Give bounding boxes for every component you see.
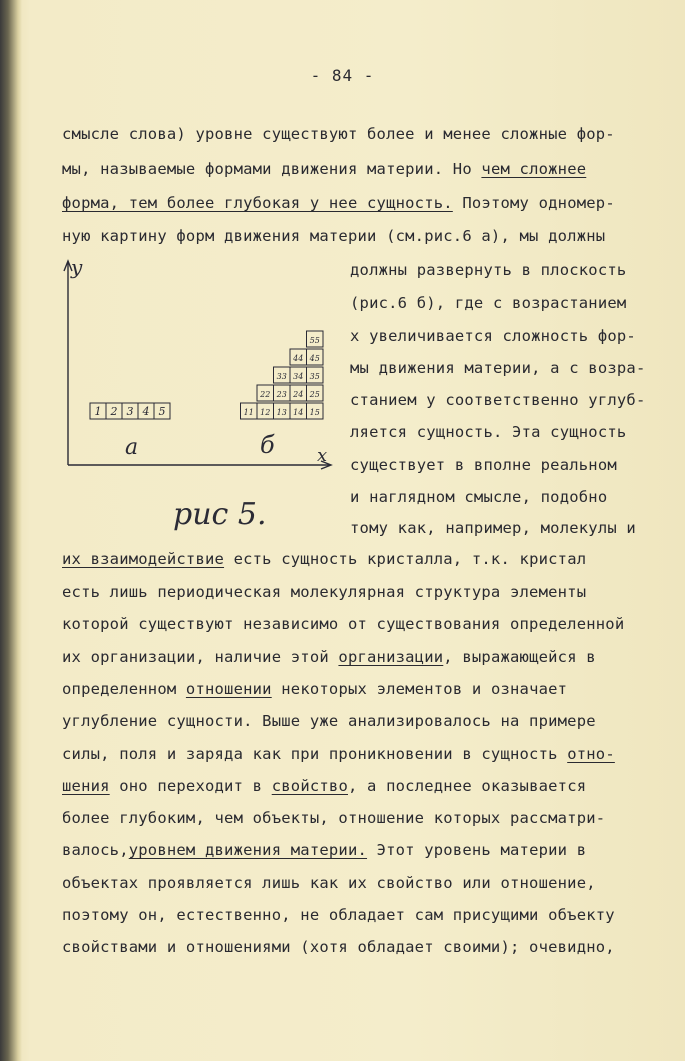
text-line-21d: , а последнее оказывается — [347, 777, 587, 795]
text-line-15: есть лишь периодическая молекулярная структура элементы — [62, 583, 587, 601]
staircase-cell-label: 35 — [309, 372, 320, 381]
staircase-cell-label: 55 — [309, 336, 320, 345]
page-edge — [0, 0, 22, 1061]
text-line-22: более глубоким, чем объекты, отношение которых рассматри- — [62, 809, 606, 827]
text-line-5: должны развернуть в плоскость — [350, 261, 627, 279]
text-line-14 — [62, 549, 586, 569]
text-line-17 — [62, 647, 596, 667]
underlined-word: организации — [338, 648, 444, 666]
text-line-2 — [62, 159, 586, 179]
row-a-boxes — [90, 403, 170, 419]
text-line-1: смысле слова) уровне существуют более и менее сложные фор- — [62, 125, 615, 143]
row-a-cell-label: 3 — [126, 405, 134, 418]
text-line-21b: оно переходит в — [109, 777, 272, 795]
text-line-20 — [62, 744, 615, 764]
staircase-cell-label: 12 — [260, 408, 271, 417]
figure-caption: рис 5. — [173, 497, 267, 532]
text-line-13: тому как, например, молекулы и — [350, 519, 636, 537]
text-line-18a: определенном — [62, 680, 186, 698]
underlined-word: шения — [62, 777, 110, 795]
text-line-10: ляется сущность. Эта сущность — [350, 423, 627, 441]
underlined-word: отно- — [567, 745, 615, 763]
text-line-25: поэтому он, естественно, не обладает сам присущими объекту — [62, 906, 615, 924]
text-line-14b: есть сущность кристалла, т.к. кристал — [224, 550, 587, 568]
text-line-18c: некоторых элементов и означает — [271, 680, 568, 698]
text-line-3b: Поэтому одномер- — [452, 194, 615, 212]
underlined-phrase: их взаимодействие — [62, 550, 225, 568]
staircase-cell-label: 44 — [293, 354, 304, 363]
underlined-word: отношении — [185, 680, 272, 698]
staircase-cell-label: 25 — [309, 390, 320, 399]
row-a-cell-label: 4 — [142, 405, 150, 418]
underlined-phrase: чем сложнее — [481, 160, 587, 178]
label-a: a — [125, 435, 139, 460]
staircase-cell-label: 11 — [243, 408, 254, 417]
staircase-cell-label: 24 — [293, 390, 304, 399]
text-line-19: углубление сущности. Выше уже анализировалось на примере — [62, 712, 596, 730]
row-a-cell-label: 2 — [110, 405, 118, 418]
text-line-6: (рис.6 б), где с возрастанием — [350, 294, 627, 312]
text-line-9: станием у соответственно углуб- — [350, 391, 646, 409]
staircase-cell-label: 23 — [276, 390, 287, 399]
text-line-11: существует в вполне реальном — [350, 456, 617, 474]
y-axis-label: y — [71, 255, 83, 279]
label-b: б — [260, 431, 275, 459]
underlined-phrase: уровнем движения материи. — [128, 841, 368, 859]
text-line-4: ную картину форм движения материи (см.рис.6 а), мы должны — [62, 227, 606, 245]
text-line-26: свойствами и отношениями (хотя обладает своими); очевидно, — [62, 938, 615, 956]
text-line-3 — [62, 193, 615, 213]
text-line-2a: мы, называемые формами движения материи. Но — [62, 160, 482, 178]
row-a-cell-label: 1 — [94, 405, 102, 418]
text-line-18 — [62, 679, 567, 699]
text-line-16: которой существуют независимо от существования определенной — [62, 615, 625, 633]
underlined-phrase: форма, тем более глубокая у нее сущность. — [62, 194, 453, 212]
figure-axes — [55, 255, 345, 535]
text-line-23c: Этот уровень материи в — [367, 841, 587, 859]
text-line-23a: валось, — [62, 841, 129, 859]
staircase-cell-label: 13 — [276, 408, 287, 417]
staircase-cell-label: 45 — [309, 354, 320, 363]
text-line-23 — [62, 840, 586, 860]
staircase-boxes — [241, 331, 324, 419]
staircase-cell-label: 34 — [293, 372, 304, 381]
x-axis-label: x — [317, 445, 328, 466]
text-line-21 — [62, 776, 586, 796]
staircase-cell-label: 33 — [276, 372, 287, 381]
figure-diagram — [55, 255, 345, 535]
row-a-cell-label: 5 — [158, 405, 166, 418]
text-line-20a: силы, поля и заряда как при проникновении в сущность — [62, 745, 568, 763]
underlined-word: свойство — [271, 777, 348, 795]
text-line-7: х увеличивается сложность фор- — [350, 327, 636, 345]
text-line-17c: , выражающейся в — [443, 648, 596, 666]
staircase-cell-label: 22 — [260, 390, 271, 399]
text-line-8: мы движения материи, а с возра- — [350, 359, 646, 377]
page-number: - 84 - — [310, 66, 375, 85]
text-line-12: и наглядном смысле, подобно — [350, 488, 608, 506]
text-line-17a: их организации, наличие этой — [62, 648, 339, 666]
staircase-cell-label: 15 — [309, 408, 320, 417]
staircase-cell-label: 14 — [293, 408, 304, 417]
text-line-24: объектах проявляется лишь как их свойство или отношение, — [62, 874, 596, 892]
